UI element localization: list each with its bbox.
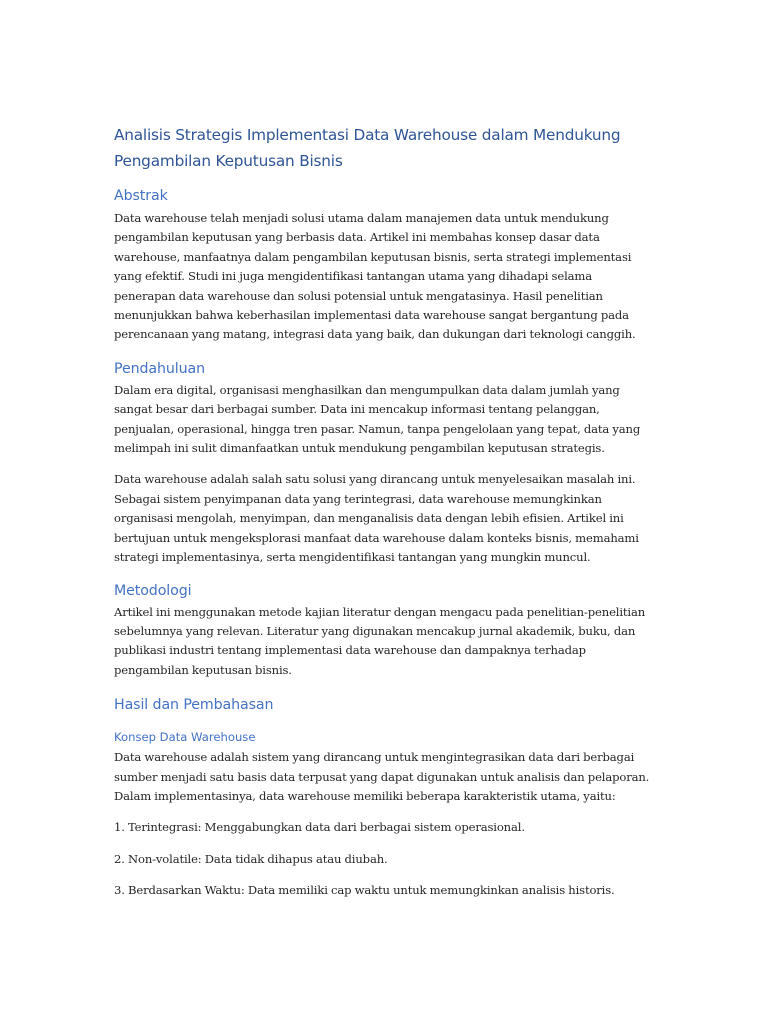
list-item: 2. Non-volatile: Data tidak dihapus atau diubah. (114, 851, 388, 866)
metodologi-paragraph: Artikel ini menggunakan metode kajian literatur dengan mengacu pada penelitian-penelitian sebelumnya yang relevan. Literatur yang digunakan mencakup jurnal akademik, buku, dan publikasi industri tentang implementasi data warehouse dan dampaknya terhadap pengambilan keputusan bisnis. (114, 604, 646, 677)
list-item: 3. Berdasarkan Waktu: Data memiliki cap waktu untuk memungkinkan analisis historis. (114, 883, 615, 898)
pendahuluan-paragraph-2: Data warehouse adalah salah satu solusi yang dirancang untuk menyelesaikan masalah ini. Sebagai sistem penyimpanan data yang terintegrasi, data warehouse memungkinkan organisasi mengolah, menyimpan, dan menganalisis data dengan lebih efisien. Artikel ini bertujuan untuk mengeksplorasi manfaat data warehouse dalam konteks bisnis, memahami strategi implementasinya, serta mengidentifikasi tantangan yang mungkin muncul. (114, 472, 639, 565)
list-item: 1. Terintegrasi: Menggabungkan data dari berbagai sistem operasional. (114, 820, 525, 835)
document-title: Analisis Strategis Implementasi Data Warehouse dalam Mendukung Pengambilan Keputusan Bisnis (114, 126, 621, 170)
pendahuluan-paragraph-1: Dalam era digital, organisasi menghasilkan dan mengumpulkan data dalam jumlah yang sangat besar dari berbagai sumber. Data ini mencakup informasi tentang pelanggan, penjualan, operasional, hingga tren pasar. Namun, tanpa pengelolaan yang tepat, data yang melimpah ini sulit dimanfaatkan untuk mendukung pengambilan keputusan strategis. (114, 382, 641, 456)
document-page (114, 122, 654, 901)
subheading-konsep: Konsep Data Warehouse (114, 730, 256, 745)
heading-pendahuluan: Pendahuluan (114, 360, 205, 377)
heading-metodologi: Metodologi (114, 582, 192, 599)
hasil-paragraph: Data warehouse adalah sistem yang dirancang untuk mengintegrasikan data dari berbagai sumber menjadi satu basis data terpusat yang dapat digunakan untuk analisis dan pelaporan. Dalam implementasinya, data warehouse memiliki beberapa karakteristik utama, yaitu: (114, 750, 650, 803)
heading-hasil: Hasil dan Pembahasan (114, 697, 274, 714)
abstrak-paragraph: Data warehouse telah menjadi solusi utama dalam manajemen data untuk mendukung pengambilan keputusan yang berbasis data. Artikel ini membahas konsep dasar data warehouse, manfaatnya dalam pengambilan keputusan bisnis, serta strategi implementasi yang efektif. Studi ini juga mengidentifikasi tantangan utama yang dihadapi selama penerapan data warehouse dan solusi potensial untuk mengatasinya. Hasil penelitian menunjukkan bahwa keberhasilan implementasi data warehouse sangat bergantung pada perencanaan yang matang, integrasi data yang baik, dan dukungan dari teknologi canggih. (114, 211, 636, 342)
heading-abstrak: Abstrak (114, 188, 168, 204)
